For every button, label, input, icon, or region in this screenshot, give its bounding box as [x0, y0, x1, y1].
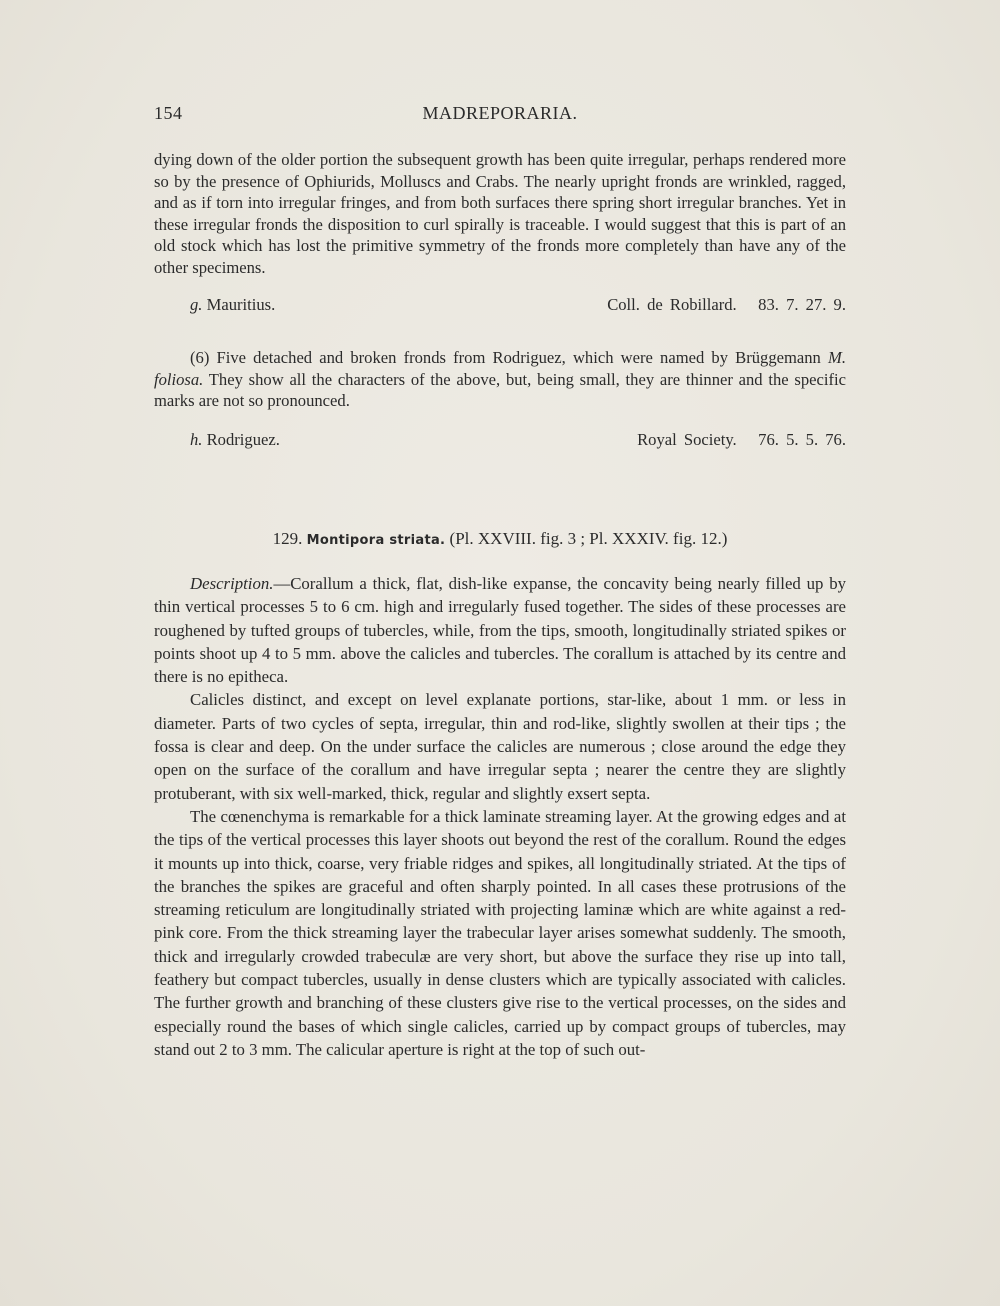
- description-paragraph-1-text: Corallum a thick, flat, dish-like expanse, the concavity being nearly filled up by thin vertical processes 5 to 6 cm. high and irregularly fused together. The sides of these processes are roughened by tufted groups of tubercles, while, from the tips, smooth, longitudinally striated spikes or points shoot up 4 to 5 mm. above the calicles and tubercles. The corallum is attached by its centre and there is no epitheca.: [154, 574, 846, 687]
- description-paragraph-3: The cœnenchyma is remarkable for a thick laminate streaming layer. At the growing edges and at the tips of the vertical processes this layer shoots out beyond the rest of the corallum. Round the edges it mounts up into thick, coarse, very friable ridges and spikes, all longitudinally striated. At the tips of the branches the spikes are graceful and often sharply pointed. In all cases these protrusions of the streaming reticulum are longitudinally striated with projecting laminæ which are white against a red-pink core. From the thick streaming layer the trabecular layer arises somewhat suddenly. The smooth, thick and irregularly crowded trabeculæ are very short, but above the surface they rise up into tall, feathery but compact tubercles, usually in dense clusters which are typically associated with calicles. The further growth and branching of these clusters give rise to the vertical processes, on the sides and especially round the bases of which single calicles, carried up by compact groups of tubercles, may stand out 2 to 3 mm. The calicular aperture is right at the top of such out-: [154, 806, 846, 1059]
- page-header: [154, 103, 846, 129]
- description-section: [154, 572, 846, 1061]
- description-dash: —: [273, 574, 291, 593]
- description-label: Description.: [190, 574, 274, 593]
- page-number: 154: [154, 103, 183, 123]
- species-name: Montipora striata.: [306, 533, 446, 548]
- specimen-locality: Rodriguez.: [206, 430, 280, 449]
- specimen-register-number: 83. 7. 27. 9.: [758, 295, 846, 314]
- paragraph-6-rest: They show all the characters of the above, but, being small, they are thinner and the specific marks are not so pronounced.: [154, 369, 846, 410]
- specimen-locality: Mauritius.: [206, 295, 276, 314]
- specimen-entry-h: [190, 429, 846, 451]
- description-paragraph-2: Calicles distinct, and except on level explanate portions, star-like, about 1 mm. or less in diameter. Parts of two cycles of septa, irregular, thin and rod-like, slightly swollen at their tips ; the fossa is clear and deep. On the under surface the calicles are numerous ; close around the edge they open on the surface of the corallum and have irregular septa ; nearer the centre they are slightly protuberant, with six well-marked, thick, regular and slightly exsert septa.: [154, 690, 846, 803]
- intro-paragraph: dying down of the older portion the subsequent growth has been quite irregular, perhaps rendered more so by the presence of Ophiurids, Molluscs and Crabs. The nearly upright fronds are wrinkled, ragged, and as if torn into irregular fringes, and from both surfaces there spring short irregular branches. Yet in these irregular fronds the disposition to curl spirally is traceable. I would suggest that this is part of an old stock which has lost the primitive symmetry of the fronds more completely than have any of the other specimens.: [154, 150, 846, 277]
- species-number: 129.: [272, 529, 303, 548]
- specimen-collection: Coll. de Robillard.: [607, 295, 737, 314]
- specimen-entry-g: [190, 294, 846, 316]
- running-title: MADREPORARIA.: [422, 103, 578, 123]
- specimen-collection: Royal Society.: [637, 430, 737, 449]
- paragraph-6-start: (6) Five detached and broken fronds from Rodriguez, which were named by Brüggemann: [190, 348, 821, 367]
- specimen-register-number: 76. 5. 5. 76.: [758, 430, 846, 449]
- paragraph-6: [154, 347, 846, 412]
- description-paragraph-1: [154, 572, 846, 688]
- specimen-letter: g.: [190, 295, 203, 314]
- plate-references: (Pl. XXVIII. fig. 3 ; Pl. XXXIV. fig. 12.): [449, 529, 728, 548]
- species-heading: [154, 528, 846, 552]
- species-italic-name: M. foliosa.: [154, 348, 846, 389]
- specimen-letter: h.: [190, 430, 203, 449]
